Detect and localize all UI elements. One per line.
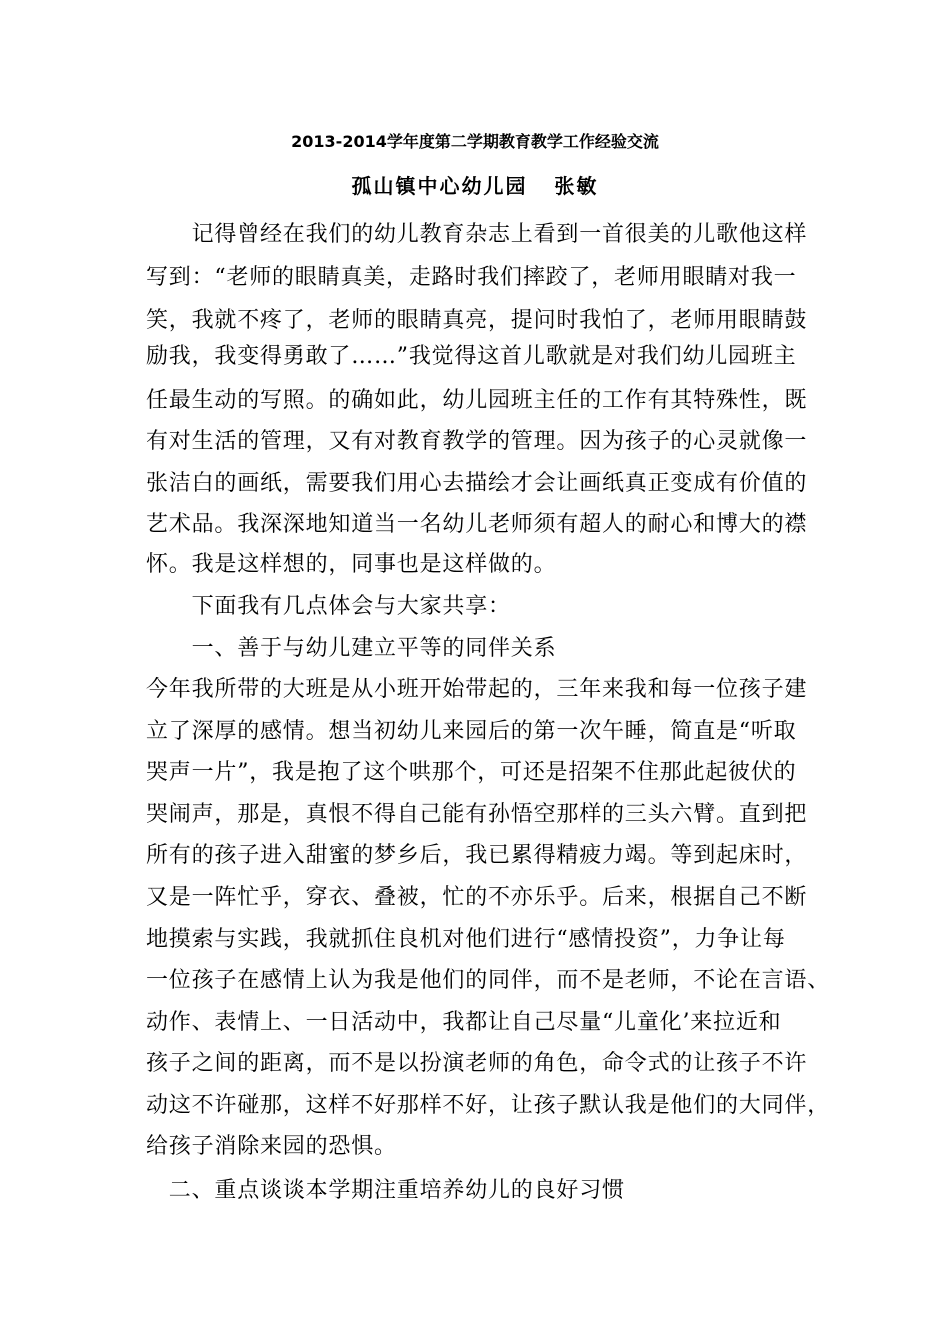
paragraph-line: 有对生活的管理，又有对教育教学的管理。因为孩子的心灵就像一 bbox=[146, 429, 808, 454]
paragraph-line: 动作、表情上、一日活动中，我都让自己尽量“儿童化’来拉近和 bbox=[146, 1010, 782, 1035]
paragraph-line: 一位孩子在感情上认为我是他们的同伴，而不是老师，不论在言语、 bbox=[146, 968, 831, 993]
paragraph-line: 哭声一片”，我是抱了这个哄那个，可还是招架不住那此起彼伏的 bbox=[146, 760, 797, 785]
section-heading: 二、重点谈谈本学期注重培养幼儿的良好习惯 bbox=[146, 1178, 625, 1203]
paragraph-line: 今年我所带的大班是从小班开始带起的，三年来我和每一位孩子建 bbox=[146, 677, 808, 702]
section-heading: 一、善于与幼儿建立平等的同伴关系 bbox=[146, 636, 557, 661]
paragraph-line: 动这不许碰那，这样不好那样不好，让孩子默认我是他们的大同伴， bbox=[146, 1093, 831, 1118]
paragraph-line: 写到：“老师的眼睛真美，走路时我们摔跤了，老师用眼睛对我一 bbox=[146, 265, 797, 290]
document-subtitle: 孤山镇中心幼儿园 张敏 bbox=[351, 174, 599, 198]
paragraph-line: 艺术品。我深深地知道当一名幼儿老师须有超人的耐心和博大的襟 bbox=[146, 512, 808, 537]
paragraph-line: 给孩子消除来园的恐惧。 bbox=[146, 1134, 397, 1159]
paragraph-line: 地摸索与实践，我就抓住良机对他们进行“感情投资”，力争让每 bbox=[146, 927, 786, 952]
paragraph-line: 任最生动的写照。的确如此，幼儿园班主任的工作有其特殊性，既 bbox=[146, 388, 808, 413]
document-title: 2013-2014学年度第二学期教育教学工作经验交流 bbox=[291, 132, 659, 151]
paragraph-line: 立了深厚的感情。想当初幼儿来园后的第一次午睡，简直是“听取 bbox=[146, 719, 797, 744]
paragraph-line: 孩子之间的距离，而不是以扮演老师的角色，命令式的让孩子不许 bbox=[146, 1051, 808, 1076]
paragraph-line: 怀。我是这样想的，同事也是这样做的。 bbox=[146, 552, 557, 577]
paragraph-line: 记得曾经在我们的幼儿教育杂志上看到一首很美的儿歌他这样 bbox=[146, 222, 808, 247]
paragraph-line: 又是一阵忙乎，穿衣、叠被，忙的不亦乐乎。后来，根据自己不断 bbox=[146, 885, 808, 910]
paragraph-line: 所有的孩子进入甜蜜的梦乡后，我已累得精疲力竭。等到起床时， bbox=[146, 843, 808, 868]
paragraph-line: 下面我有几点体会与大家共享： bbox=[146, 594, 511, 619]
paragraph-line: 哭闹声，那是，真恨不得自己能有孙悟空那样的三头六臂。直到把 bbox=[146, 802, 808, 827]
paragraph-line: 笑，我就不疼了，老师的眼睛真亮，提问时我怕了，老师用眼睛鼓 bbox=[146, 308, 808, 333]
paragraph-line: 张洁白的画纸，需要我们用心去描绘才会让画纸真正变成有价值的 bbox=[146, 471, 808, 496]
paragraph-line: 励我，我变得勇敢了……”我觉得这首儿歌就是对我们幼儿园班主 bbox=[146, 344, 797, 369]
